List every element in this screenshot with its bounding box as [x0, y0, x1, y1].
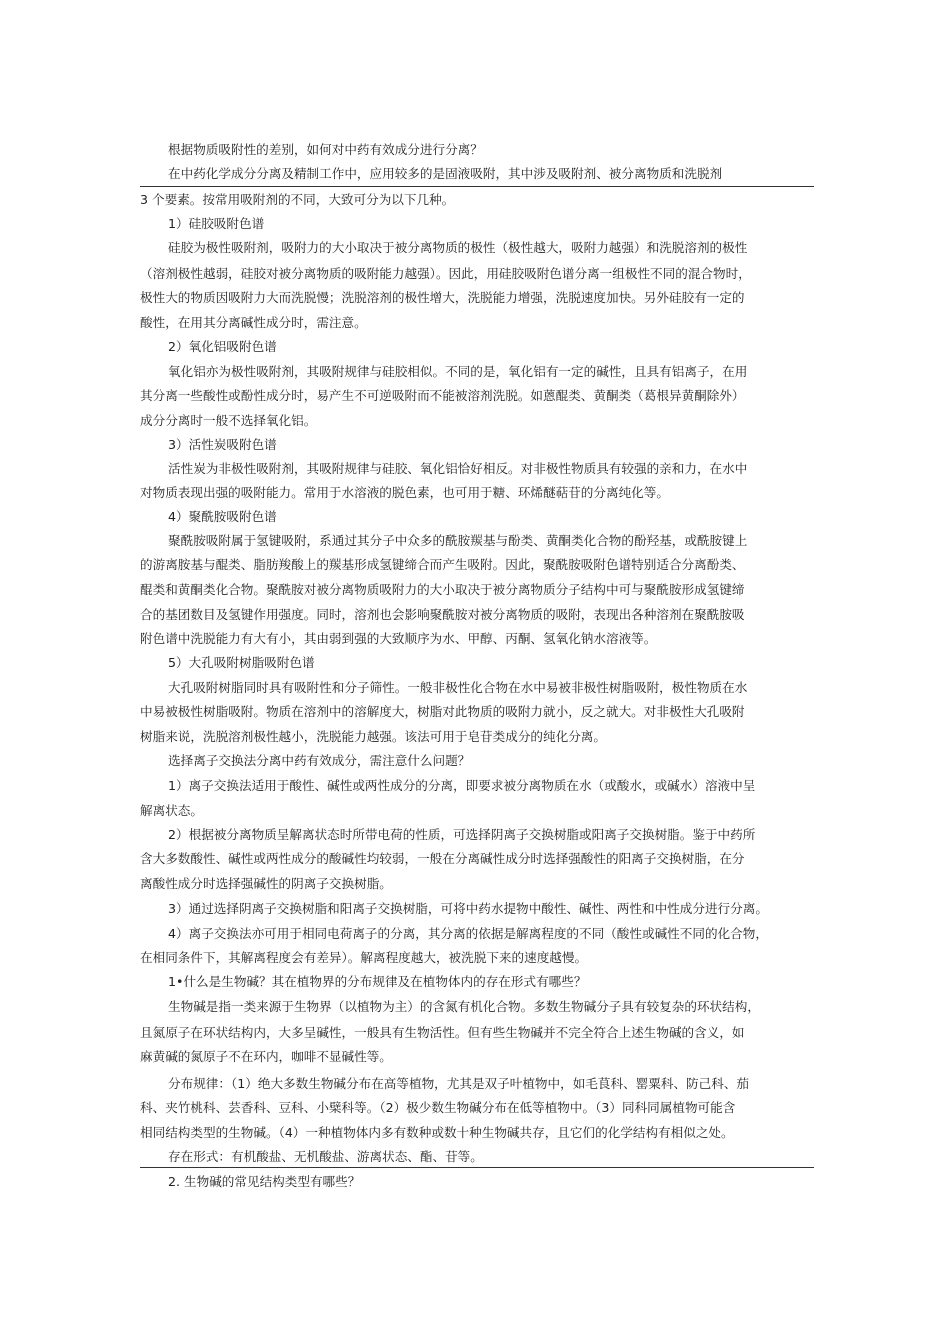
paragraph-line: 1）离子交换法适用于酸性、碱性或两性成分的分离，即要求被分离物质在水（或酸水，或碱水）溶液中呈 [168, 778, 756, 793]
paragraph-line: 的游离胺基与醌类、脂肪羧酸上的羰基形成氢键缔合而产生吸附。因此，聚酰胺吸附色谱特别适合分离酚类、 [140, 557, 745, 572]
section-heading: 3）活性炭吸附色谱 [168, 437, 277, 452]
paragraph-line: 酸性，在用其分离碱性成分时，需注意。 [140, 315, 367, 330]
paragraph-line: 合的基团数目及氢键作用强度。同时，溶剂也会影响聚酰胺对被分离物质的吸附，表现出各种溶剂在聚酰胺吸 [140, 607, 745, 622]
paragraph-line: 氧化铝亦为极性吸附剂，其吸附规律与硅胶相似。不同的是，氧化铝有一定的碱性，且具有铝离子，在用 [168, 364, 748, 379]
paragraph-line: 3）通过选择阴离子交换树脂和阳离子交换树脂，可将中药水提物中酸性、碱性、两性和中性成分进行分离。 [168, 901, 768, 916]
paragraph-line: 附色谱中洗脱能力有大有小，其由弱到强的大致顺序为水、甲醇、丙酮、氢氧化钠水溶液等。 [140, 631, 657, 646]
paragraph-line: 存在形式：有机酸盐、无机酸盐、游离状态、酯、苷等。 [168, 1149, 483, 1164]
paragraph-line: 3 个要素。按常用吸附剂的不同，大致可分为以下几种。 [140, 192, 455, 207]
section-heading: 5）大孔吸附树脂吸附色谱 [168, 655, 315, 670]
paragraph-line: 生物碱是指一类来源于生物界（以植物为主）的含氮有机化合物。多数生物碱分子具有较复杂的环状结构， [168, 999, 760, 1014]
paragraph-line: 极性大的物质因吸附力大而洗脱慢；洗脱溶剂的极性增大，洗脱能力增强，洗脱速度加快。另外硅胶有一定的 [140, 290, 745, 305]
paragraph-line: 大孔吸附树脂同时具有吸附性和分子筛性。一般非极性化合物在水中易被非极性树脂吸附，极性物质在水 [168, 680, 748, 695]
paragraph-line: 硅胶为极性吸附剂，吸附力的大小取决于被分离物质的极性（极性越大，吸附力越强）和洗脱溶剂的极性 [168, 240, 748, 255]
question-heading: 选择离子交换法分离中药有效成分，需注意什么问题？ [168, 753, 471, 768]
paragraph-line: 2）根据被分离物质呈解离状态时所带电荷的性质，可选择阴离子交换树脂或阳离子交换树脂。鉴于中药所 [168, 827, 756, 842]
section-heading: 1）硅胶吸附色谱 [168, 216, 265, 231]
paragraph-line: 解离状态。 [140, 803, 203, 818]
paragraph-line: 活性炭为非极性吸附剂，其吸附规律与硅胶、氧化铝恰好相反。对非极性物质具有较强的亲和力，在水中 [168, 461, 748, 476]
paragraph-line: 中易被极性树脂吸附。物质在溶剂中的溶解度大，树脂对此物质的吸附力就小，反之就大。对非极性大孔吸附 [140, 704, 745, 719]
paragraph-line: 树脂来说，洗脱溶剂极性越小，洗脱能力越强。该法可用于皂苷类成分的纯化分离。 [140, 729, 606, 744]
paragraph-line: （溶剂极性越弱，硅胶对被分离物质的吸附能力越强）。因此，用硅胶吸附色谱分离一组极性不同的混合物时， [140, 266, 751, 281]
paragraph-line: 醌类和黄酮类化合物。聚酰胺对被分离物质吸附力的大小取决于被分离物质分子结构中可与聚酰胺形成氢键缔 [140, 582, 745, 597]
question-heading: 2. 生物碱的常见结构类型有哪些？ [168, 1174, 361, 1189]
horizontal-rule [140, 1167, 814, 1168]
paragraph-line: 在中药化学成分分离及精制工作中，应用较多的是固液吸附，其中涉及吸附剂、被分离物质和洗脱剂 [168, 166, 723, 181]
paragraph-line: 4）离子交换法亦可用于相同电荷离子的分离，其分离的依据是解离程度的不同（酸性或碱性不同的化合物， [168, 926, 768, 941]
paragraph-line: 且氮原子在环状结构内，大多呈碱性，一般具有生物活性。但有些生物碱并不完全符合上述生物碱的含义，如 [140, 1025, 745, 1040]
paragraph-line: 科、夹竹桃科、芸香科、豆科、小檗科等。（2）极少数生物碱分布在低等植物中。（3）同科同属植物可能含 [140, 1100, 736, 1115]
question-heading: 1•什么是生物碱？其在植物界的分布规律及在植物体内的存在形式有哪些？ [168, 974, 587, 989]
section-heading: 2）氧化铝吸附色谱 [168, 339, 277, 354]
paragraph-line: 麻黄碱的氮原子不在环内，咖啡不显碱性等。 [140, 1049, 392, 1064]
paragraph-line: 对物质表现出强的吸附能力。常用于水溶液的脱色素，也可用于糖、环烯醚萜苷的分离纯化等。 [140, 485, 669, 500]
paragraph-line: 成分分离时一般不选择氧化铝。 [140, 413, 317, 428]
paragraph-line: 其分离一些酸性或酚性成分时，易产生不可逆吸附而不能被溶剂洗脱。如蒽醌类、黄酮类（葛根异黄酮除外） [140, 388, 745, 403]
question-heading: 根据物质吸附性的差别，如何对中药有效成分进行分离？ [168, 142, 483, 157]
paragraph-line: 分布规律：（1）绝大多数生物碱分布在高等植物，尤其是双子叶植物中，如毛茛科、罂粟科、防己科、茄 [168, 1076, 750, 1091]
paragraph-line: 聚酰胺吸附属于氢键吸附，系通过其分子中众多的酰胺羰基与酚类、黄酮类化合物的酚羟基，或酰胺键上 [168, 533, 748, 548]
paragraph-line: 离酸性成分时选择强碱性的阴离子交换树脂。 [140, 876, 392, 891]
paragraph-line: 在相同条件下，其解离程度会有差异）。解离程度越大，被洗脱下来的速度越慢。 [140, 950, 588, 965]
horizontal-rule [140, 186, 814, 187]
paragraph-line: 含大多数酸性、碱性或两性成分的酸碱性均较弱，一般在分离碱性成分时选择强酸性的阳离子交换树脂，在分 [140, 851, 745, 866]
section-heading: 4）聚酰胺吸附色谱 [168, 509, 277, 524]
paragraph-line: 相同结构类型的生物碱。（4）一种植物体内多有数种或数十种生物碱共存，且它们的化学结构有相似之处。 [140, 1125, 734, 1140]
